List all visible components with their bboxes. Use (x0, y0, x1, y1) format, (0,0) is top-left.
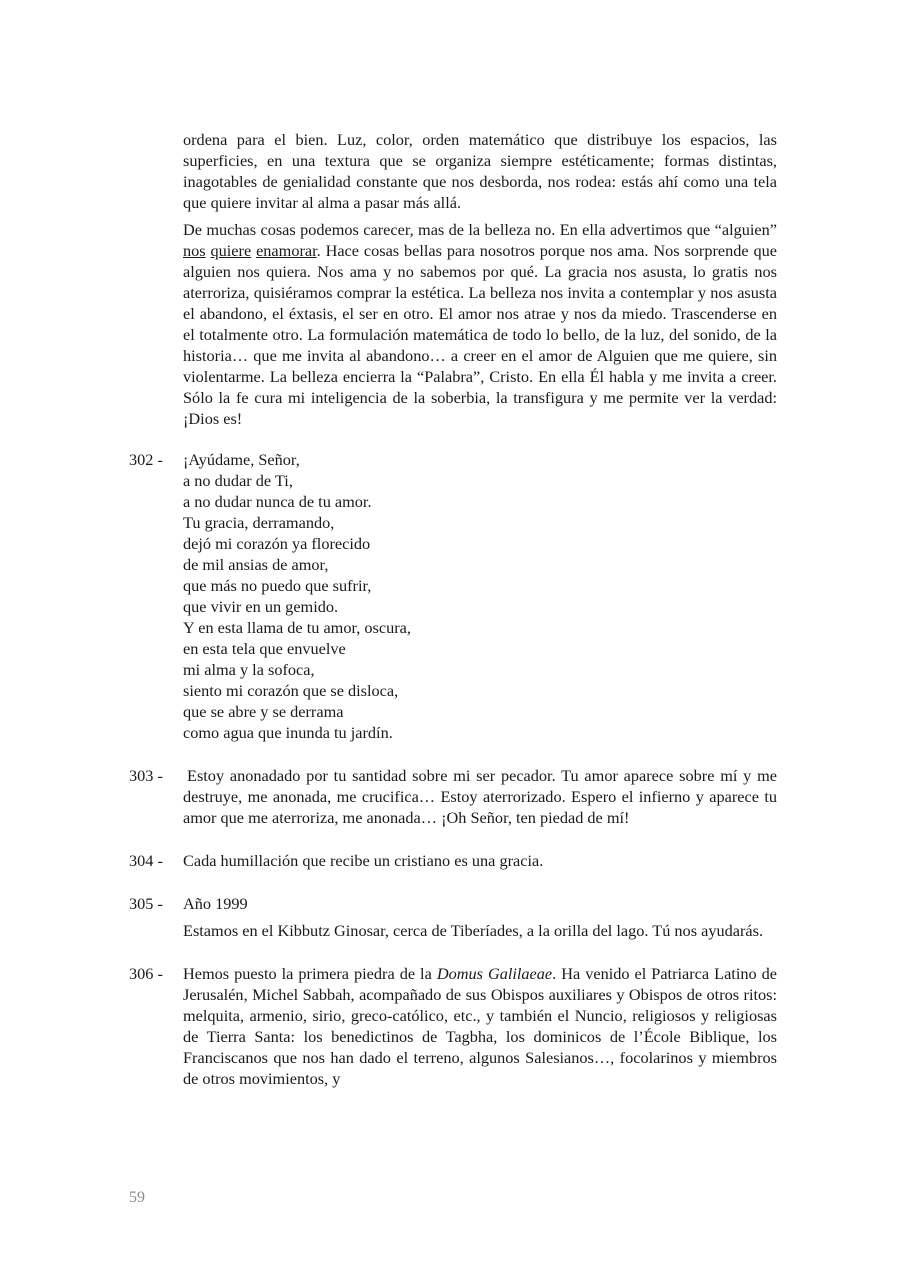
intro-p2-text-a: De muchas cosas podemos carecer, mas de la belleza no. En ella advertimos que “alguien” (183, 220, 777, 239)
entry-text-a: Hemos puesto la primera piedra de la (183, 964, 437, 983)
poem-line: de mil ansias de amor, (183, 555, 329, 574)
italic-title: Domus Galilaeae (436, 964, 553, 983)
entry-number: 303 - (129, 766, 163, 785)
entry-text: Cada humillación que recibe un cristiano es una gracia. (183, 851, 544, 870)
poem-line: como agua que inunda tu jardín. (183, 723, 393, 742)
poem-line: Y en esta llama de tu amor, oscura, (183, 618, 411, 637)
entry-303 (129, 765, 777, 828)
poem-line: a no dudar de Ti, (183, 471, 293, 490)
entry-text (183, 963, 777, 1089)
entry-305 (129, 893, 777, 941)
entry-number: 302 - (129, 450, 163, 469)
poem-line: que más no puedo que sufrir, (183, 576, 372, 595)
poem-line: a no dudar nunca de tu amor. (183, 492, 372, 511)
poem-line: en esta tela que envuelve (183, 639, 346, 658)
underlined-word-quiere: quiere (210, 241, 252, 260)
entry-heading: Año 1999 (183, 894, 248, 913)
entry-number: 304 - (129, 851, 163, 870)
underlined-word-nos: nos (183, 241, 206, 260)
poem-line: mi alma y la sofoca, (183, 660, 315, 679)
intro-paragraph-2 (183, 219, 777, 429)
entry-number: 306 - (129, 964, 163, 983)
poem-line: dejó mi corazón ya florecido (183, 534, 371, 553)
poem-line: siento mi corazón que se disloca, (183, 681, 399, 700)
poem-line: que vivir en un gemido. (183, 597, 339, 616)
entry-304 (129, 850, 777, 871)
poem-line: que se abre y se derrama (183, 702, 344, 721)
entry-number: 305 - (129, 894, 163, 913)
underlined-word-enamorar: enamorar (256, 241, 317, 260)
page-number: 59 (129, 1189, 145, 1206)
page-body (129, 129, 777, 1089)
intro-p2-text-b: . Hace cosas bellas para nosotros porque nos ama. Nos sorprende que alguien nos quiera. Nos ama y no sabemos por qué. La gracia nos asusta, lo gratis nos aterroriza, quisiéramos comprar la estética. La belleza nos invita a contemplar y nos asusta el abandono, el éxtasis, el ser en otro. El amor nos atrae y nos da miedo. Trascenderse en el totalmente otro. La formulación matemática de todo lo bello, de la luz, del sonido, de la historia… que me invita al abandono… a creer en el amor de Alguien que me quiere, sin violentarme. La belleza encierra la “Palabra”, Cristo. En ella Él habla y me invita a creer. Sólo la fe cura mi inteligencia de la soberbia, la transfigura y me permite ver la verdad: ¡Dios es! (183, 241, 778, 428)
entry-text: Estoy anonadado por tu santidad sobre mi ser pecador. Tu amor aparece sobre mí y me destruye, me anonada, me crucifica… Estoy aterrorizado. Espero el infierno y aparece tu amor que me aterroriza, me anonada… ¡Oh Señor, ten piedad de mí! (183, 766, 777, 827)
entry-text-b: . Ha venido el Patriarca Latino de Jerusalén, Michel Sabbah, acompañado de sus Obispos auxiliares y Obispos de otros ritos: melquita, armenio, sirio, greco-católico, etc., y también el Nuncio, religiosos y religiosas de Tierra Santa: los benedictinos de Tagbha, los dominicos de l’École Biblique, los Franciscanos que nos han dado el terreno, algunos Salesianos…, focolarinos y miembros de otros movimientos, y (183, 964, 777, 1088)
poem (183, 449, 777, 743)
entry-text: Estamos en el Kibbutz Ginosar, cerca de Tiberíades, a la orilla del lago. Tú nos ayudarás. (183, 921, 764, 940)
poem-line: Tu gracia, derramando, (183, 513, 335, 532)
entry-306 (129, 963, 777, 1089)
entry-302 (129, 449, 777, 743)
poem-line: ¡Ayúdame, Señor, (183, 450, 300, 469)
intro-paragraph-1: ordena para el bien. Luz, color, orden matemático que distribuye los espacios, las superficies, en una textura que se organiza siempre estéticamente; formas distintas, inagotables de genialidad constante que nos desborda, nos rodea: estás ahí como una tela que quiere invitar al alma a pasar más allá. (183, 130, 777, 212)
